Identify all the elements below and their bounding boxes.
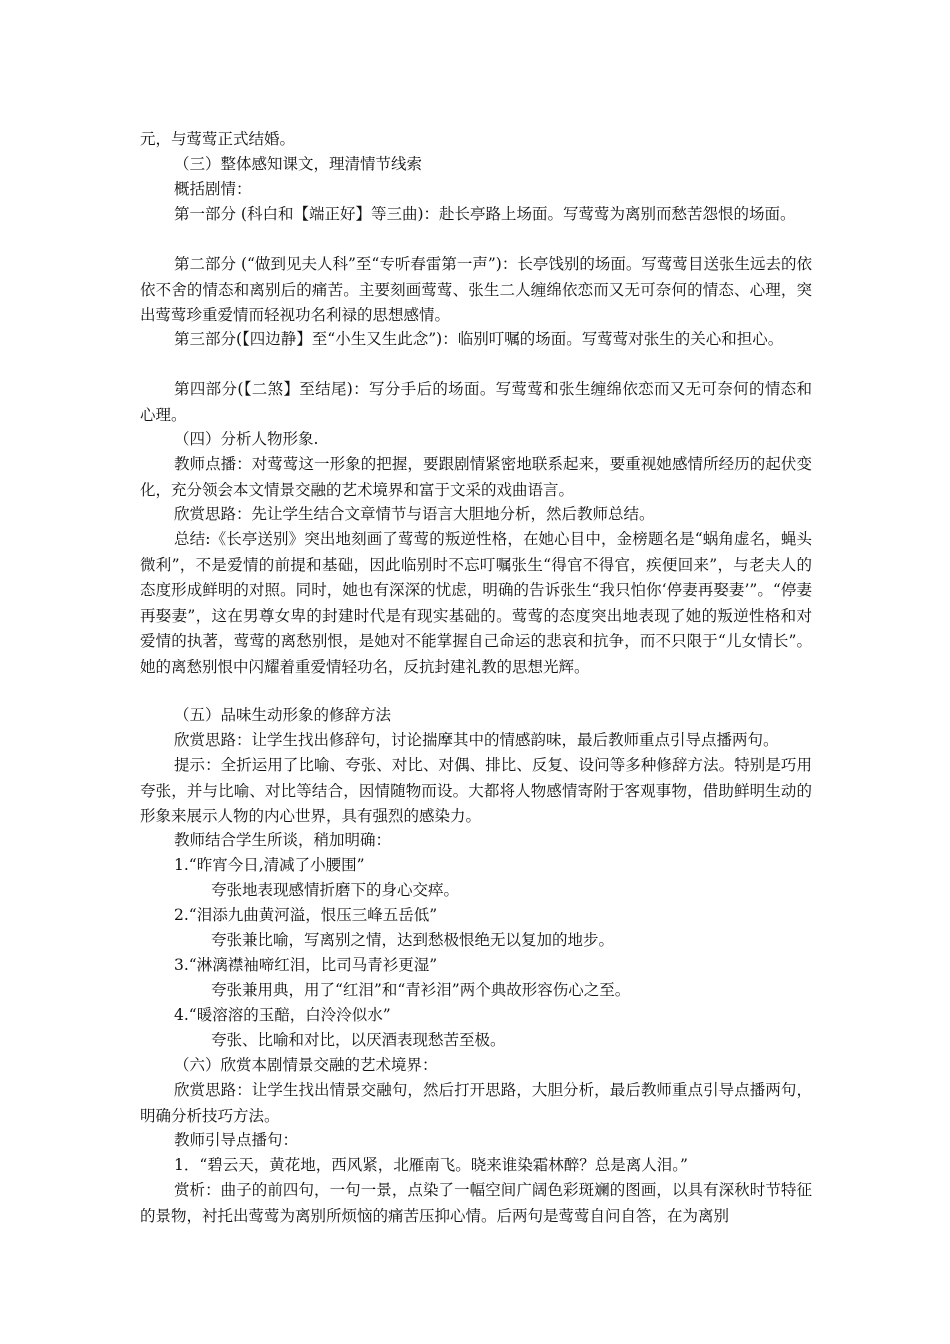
paragraph-approach-3: 欣赏思路：让学生找出情景交融句，然后打开思路，大胆分析，最后教师重点引导点播两句，明确分析技巧方法。 (140, 1081, 812, 1125)
paragraph-part-4: 第四部分(【二煞】至结尾)：写分手后的场面。写莺莺和张生缠绵依恋而又无可奈何的情态和心理。 (140, 380, 812, 424)
list-item-1-quote: 1.“昨宵今日,清减了小腰围” (174, 856, 365, 874)
paragraph-continuation: 元，与莺莺正式结婚。 (140, 130, 296, 148)
paragraph-appreciation: 赏析：曲子的前四句，一句一景，点染了一幅空间广阔色彩斑斓的图画，以具有深秋时节特征的景物，衬托出莺莺为离别所烦恼的痛苦压抑心情。后两句是莺莺自问自答，在为离别 (140, 1181, 812, 1225)
paragraph-quote-1: 1．“碧云天，黄花地，西风紧，北雁南飞。晓来谁染霜林醉？总是离人泪。” (174, 1156, 688, 1174)
paragraph-part-1: 第一部分 (科白和【端正好】等三曲)：赴长亭路上场面。写莺莺为离别而愁苦怨恨的场面。 (174, 205, 796, 223)
paragraph-part-3: 第三部分(【四边静】至“小生又生此念”)：临别叮嘱的场面。写莺莺对张生的关心和担心。 (174, 330, 784, 348)
paragraph-part-2: 第二部分 (“做到见夫人科”至“专听春雷第一声”)：长亭饯别的场面。写莺莺目送张生远去的依依不舍的情态和离别后的痛苦。主要刻画莺莺、张生二人缠绵依恋而又无可奈何的情态、心理，突出莺莺珍重爱情而轻视功名利禄的思想感情。 (140, 255, 812, 324)
paragraph-hint: 提示：全折运用了比喻、夸张、对比、对偶、排比、反复、设问等多种修辞方法。特别是巧用夸张，并与比喻、对比等结合，因情随物而设。大都将人物感情寄附于客观事物，借助鲜明生动的形象来展示人物的内心世界，具有强烈的感染力。 (140, 756, 812, 825)
paragraph-teacher-note: 教师点播：对莺莺这一形象的把握，要跟剧情紧密地联系起来，要重视她感情所经历的起伏变化，充分领会本文情景交融的艺术境界和富于文采的戏曲语言。 (140, 455, 812, 499)
paragraph-approach-2: 欣赏思路：让学生找出修辞句，讨论揣摩其中的情感韵味，最后教师重点引导点播两句。 (174, 731, 779, 749)
section-heading-3: （三）整体感知课文，理清情节线索 (174, 155, 423, 173)
list-item-3-quote: 3.“淋漓襟袖啼红泪，比司马青衫更湿” (174, 956, 438, 974)
list-item-4-note: 夸张、比喻和对比，以厌酒表现愁苦至极。 (211, 1031, 506, 1049)
paragraph-approach-1: 欣赏思路：先让学生结合文章情节与语言大胆地分析，然后教师总结。 (174, 505, 655, 523)
list-item-2-note: 夸张兼比喻，写离别之情，达到愁极恨绝无以复加的地步。 (211, 931, 615, 949)
paragraph-plot-summary-label: 概括剧情： (174, 180, 252, 198)
paragraph-summary: 总结:《长亭送别》突出地刻画了莺莺的叛逆性格，在她心目中，金榜题名是“蜗角虚名，蝇头微利”，不是爱情的前提和基础，因此临别时不忘叮嘱张生“得官不得官，疾便回来”，与老夫人的态度形成鲜明的对照。同时，她也有深深的忧虑，明确的告诉张生“我只怕你‘停妻再娶妻’”。“停妻再娶妻”，这在男尊女卑的封建时代是有现实基础的。莺莺的态度突出地表现了她的叛逆性格和对爱情的执著，莺莺的离愁别恨，是她对不能掌握自己命运的悲哀和抗争，而不只限于“儿女情长”。她的离愁别恨中闪耀着重爱情轻功名，反抗封建礼教的思想光辉。 (140, 530, 812, 676)
paragraph-guide-label: 教师引导点播句： (174, 1131, 299, 1149)
list-item-1-note: 夸张地表现感情折磨下的身心交瘁。 (211, 881, 460, 899)
list-item-4-quote: 4.“暖溶溶的玉醅，白泠泠似水” (174, 1006, 391, 1024)
section-heading-4: （四）分析人物形象. (174, 430, 319, 448)
paragraph-teacher-clarify: 教师结合学生所谈，稍加明确： (174, 831, 392, 849)
list-item-3-note: 夸张兼用典，用了“红泪”和“青衫泪”两个典故形容伤心之至。 (211, 981, 631, 999)
list-item-2-quote: 2.“泪添九曲黄河溢，恨压三峰五岳低” (174, 906, 438, 924)
section-heading-5: （五）品味生动形象的修辞方法 (174, 706, 392, 724)
section-heading-6: （六）欣赏本剧情景交融的艺术境界： (174, 1056, 438, 1074)
